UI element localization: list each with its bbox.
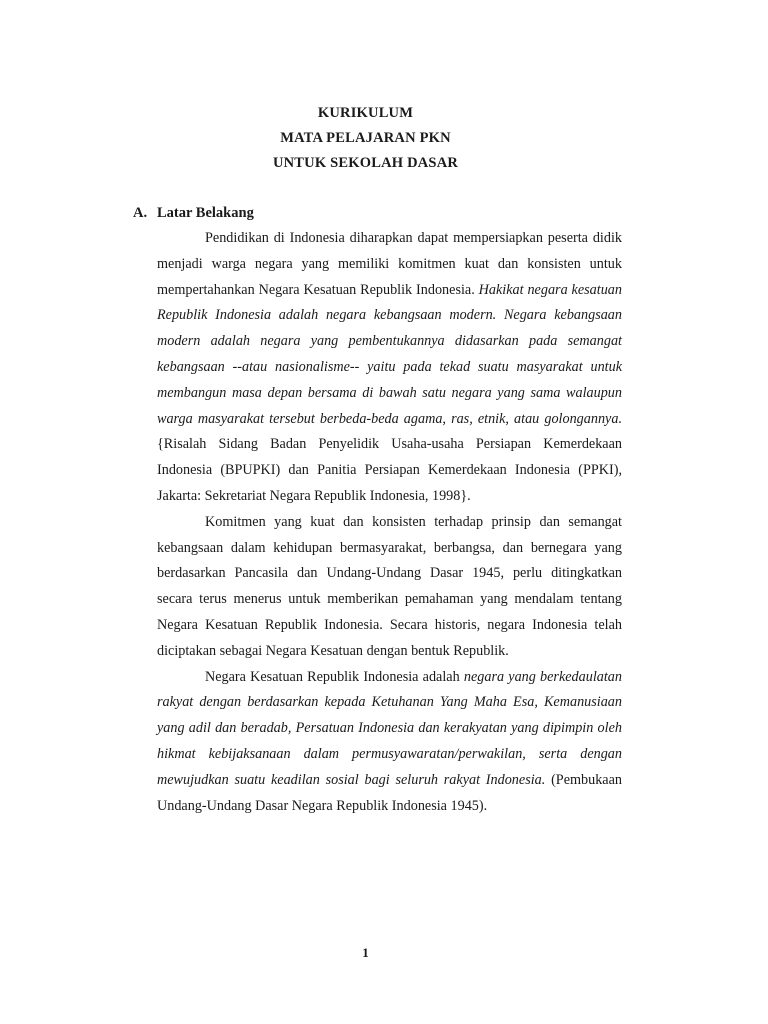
paragraph — [157, 510, 622, 665]
text-run: Negara Kesatuan Republik Indonesia adalah — [205, 668, 464, 685]
document-title — [0, 101, 731, 176]
page-number: 1 — [362, 945, 369, 960]
italic-text-run: negara yang berkedaulatan rakyat dengan berdasarkan kepada Ketuhanan Yang Maha Esa, Kemanusiaan yang adil dan beradab, Persatuan Indonesia dan kerakyatan yang dipimpin oleh hikmat kebijaksanaan dalam permusyawaratan/perwakilan, serta dengan mewujudkan suatu keadilan sosial bagi seluruh rakyat Indonesia. — [157, 668, 622, 788]
text-run: Komitmen yang kuat dan konsisten terhadap prinsip dan semangat kebangsaan dalam kehidupan bermasyarakat, berbangsa, dan bernegara yang berdasarkan Pancasila dan Undang-Undang Dasar 1945, perlu ditingkatkan secara terus menerus untuk memberikan pemahaman yang mendalam tentang Negara Kesatuan Republik Indonesia. Secara historis, negara Indonesia telah diciptakan sebagai Negara Kesatuan dengan bentuk Republik. — [157, 513, 622, 659]
section-heading-text: Latar Belakang — [157, 205, 254, 221]
body-text — [157, 226, 622, 819]
section-heading — [133, 202, 254, 224]
paragraph — [157, 226, 622, 510]
section-number: A. — [133, 205, 148, 221]
title-line-1: KURIKULUM — [317, 105, 414, 121]
italic-text-run: Hakikat negara kesatuan Republik Indonesia adalah negara kebangsaan modern. Negara kebangsaan modern adalah negara yang pembentukannya didasarkan pada semangat kebangsaan --atau nasionalisme-- yaitu pada tekad suatu masyarakat untuk membangun masa depan bersama di bawah satu negara yang sama walaupun warga masyarakat tersebut berbeda-beda agama, ras, etnik, atau golongannya. — [157, 281, 622, 427]
paragraph — [157, 665, 622, 820]
text-run: (Pembukaan Undang-Undang Dasar Negara Republik Indonesia 1945). — [157, 771, 622, 814]
text-run: {Risalah Sidang Badan Penyelidik Usaha-usaha Persiapan Kemerdekaan Indonesia (BPUPKI) dan Panitia Persiapan Kemerdekaan Indonesia (PPKI), Jakarta: Sekretariat Negara Republik Indonesia, 1998}. — [157, 436, 622, 504]
title-line-2: MATA PELAJARAN PKN — [280, 130, 451, 146]
title-line-3: UNTUK SEKOLAH DASAR — [272, 155, 459, 171]
text-run: Pendidikan di Indonesia diharapkan dapat mempersiapkan peserta didik menjadi warga negara yang memiliki komitmen kuat dan konsisten untuk mempertahankan Negara Kesatuan Republik Indonesia. — [157, 230, 622, 298]
